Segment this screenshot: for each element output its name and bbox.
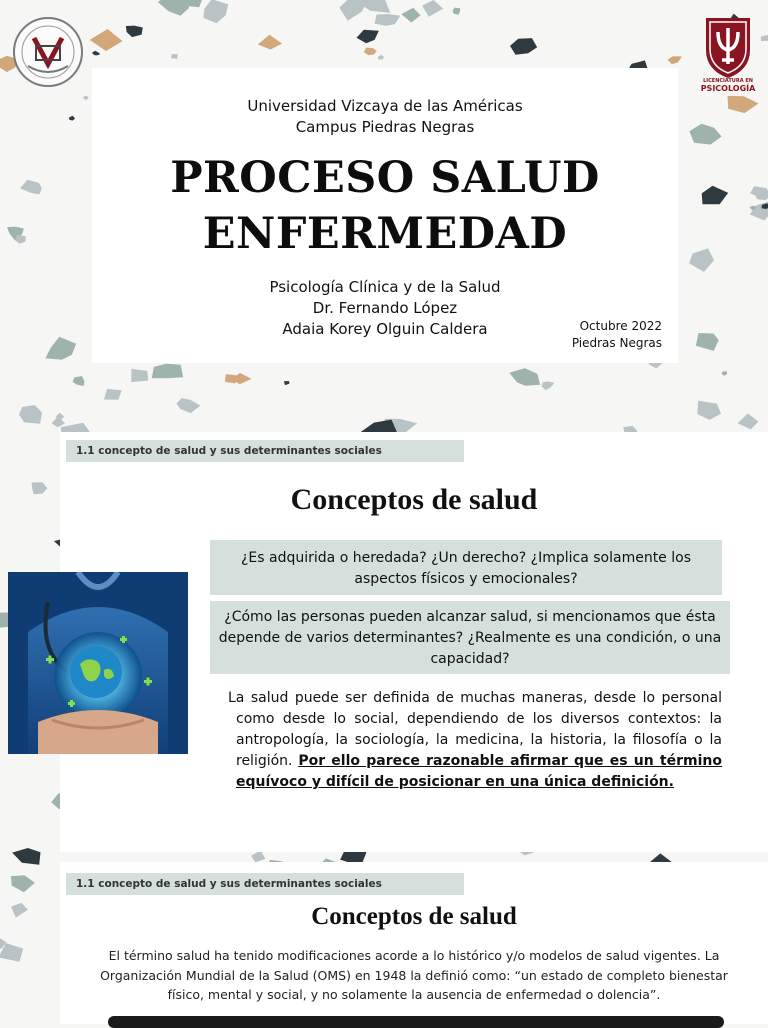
terrazzo-chip: [509, 368, 540, 386]
terrazzo-chip: [453, 8, 461, 15]
slide-title: Conceptos de salud: [60, 483, 768, 517]
body-paragraph-emphasis: Por ello parece razonable afirmar que es un término equívoco y difícil de posicionar en una única definición.: [236, 753, 722, 790]
university-name: Universidad Vizcaya de las Américas: [92, 96, 678, 117]
terrazzo-chip: [11, 903, 28, 918]
terrazzo-chip: [721, 371, 727, 376]
terrazzo-chip: [131, 369, 148, 382]
question-box-1: ¿Es adquirida o heredada? ¿Un derecho? ¿Implica solamente los aspectos físicos y emocionales?: [210, 540, 722, 595]
terrazzo-chip: [401, 8, 420, 23]
campus-name: Campus Piedras Negras: [92, 117, 678, 138]
terrazzo-chip: [364, 48, 377, 56]
psychology-logo-caption: [690, 78, 766, 93]
terrazzo-chip: [357, 30, 379, 43]
logo-caption-big: PSICOLOGÍA: [690, 84, 766, 93]
terrazzo-chip: [203, 0, 228, 23]
logo-caption-small: LICENCIATURA EN: [690, 78, 766, 84]
oms-definition-paragraph: El término salud ha tenido modificaciones acorde a lo histórico y/o modelos de salud vigentes. La Organización Mundial de la Salud (OMS) en 1948 la definió como: “un estado de completo bienestar físico, mental y social, y no solamente la ausencia de enfermedad o dolencia”.: [100, 946, 728, 1005]
question-box-2: ¿Cómo las personas pueden alcanzar salud, si mencionamos que ésta depende de varios determinantes? ¿Realmente es una condición, o una capacidad?: [210, 601, 730, 674]
body-paragraph: [228, 688, 722, 793]
terrazzo-chip: [697, 401, 721, 420]
terrazzo-chip: [15, 235, 26, 244]
terrazzo-chip: [339, 0, 367, 21]
terrazzo-chip: [152, 364, 183, 379]
date-place: [572, 318, 662, 352]
terrazzo-chip: [378, 55, 385, 60]
terrazzo-chip: [738, 414, 759, 430]
terrazzo-chip: [32, 482, 48, 494]
terrazzo-chip: [258, 35, 282, 50]
terrazzo-chip: [702, 186, 729, 205]
terrazzo-chip: [689, 124, 721, 145]
terrazzo-chip: [284, 381, 290, 385]
terrazzo-chip: [510, 38, 537, 55]
cover-place: Piedras Negras: [572, 335, 662, 352]
terrazzo-chip: [696, 333, 719, 351]
doctor-holding-globe-photo: [8, 572, 188, 754]
bottom-dark-bar: [108, 1016, 724, 1028]
terrazzo-chip: [251, 850, 265, 862]
professor-name: Dr. Fernando López: [92, 298, 678, 319]
cover-title: [92, 150, 678, 262]
terrazzo-chip: [542, 381, 555, 390]
terrazzo-chip: [761, 35, 768, 41]
student-name: Adaia Korey Olguin Caldera: [92, 319, 678, 340]
section-tag: 1.1 concepto de salud y sus determinantes sociales: [66, 440, 464, 462]
terrazzo-chip: [126, 26, 143, 37]
terrazzo-chip: [171, 54, 178, 59]
university-seal-logo: [12, 16, 84, 88]
terrazzo-chip: [83, 96, 89, 101]
body-paragraph-text: La salud puede ser definida de muchas maneras, desde lo personal como desde lo social, dependiendo de los diversos contextos: la antropología, la sociología, la medicina, la historia, la filosofía o la religión.: [228, 690, 722, 769]
terrazzo-chip: [73, 376, 85, 386]
terrazzo-chip: [92, 51, 100, 56]
terrazzo-chip: [69, 116, 75, 121]
cover-date: Octubre 2022: [572, 318, 662, 335]
cover-title-line2: ENFERMEDAD: [92, 206, 678, 262]
terrazzo-chip: [19, 405, 42, 424]
terrazzo-chip: [104, 389, 122, 400]
terrazzo-chip: [668, 56, 682, 64]
cover-title-line1: PROCESO SALUD: [92, 150, 678, 206]
section-tag: 1.1 concepto de salud y sus determinantes sociales: [66, 873, 464, 895]
terrazzo-chip: [689, 248, 714, 272]
university-header: [92, 96, 678, 138]
terrazzo-chip: [52, 416, 66, 427]
terrazzo-chip: [45, 337, 76, 360]
terrazzo-chip: [375, 14, 401, 26]
course-name: Psicología Clínica y de la Salud: [92, 277, 678, 298]
terrazzo-chip: [12, 848, 40, 865]
terrazzo-chip: [11, 875, 35, 892]
terrazzo-chip: [422, 0, 443, 17]
terrazzo-chip: [177, 398, 201, 413]
terrazzo-chip: [20, 180, 42, 195]
terrazzo-chip: [728, 96, 759, 113]
terrazzo-chip: [90, 29, 123, 51]
slide-title: Conceptos de salud: [60, 903, 768, 931]
